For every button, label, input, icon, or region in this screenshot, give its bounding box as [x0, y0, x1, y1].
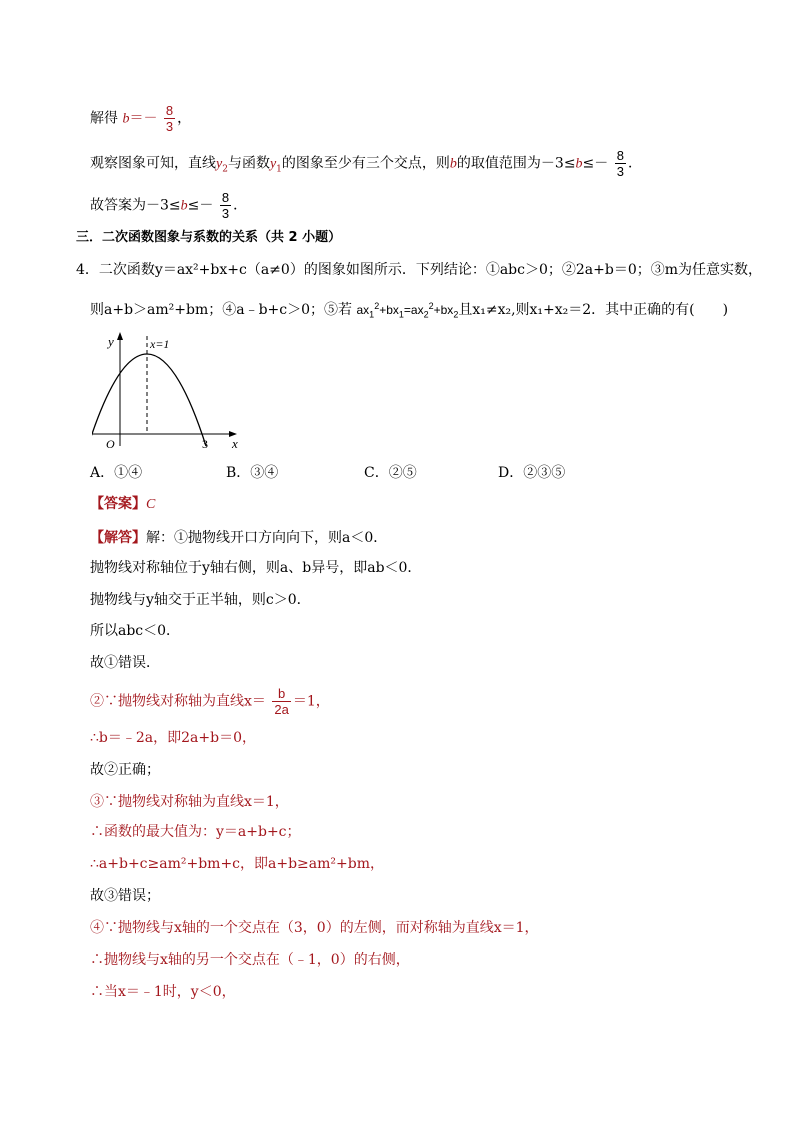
solution-line-9: ③∵抛物线对称轴为直线x＝1，	[90, 794, 289, 810]
y-label: y	[108, 334, 114, 349]
text: ax	[356, 303, 370, 317]
parabola-curve	[92, 354, 206, 446]
text: 的图象至少有三个交点，则	[281, 155, 450, 172]
origin-label: O	[106, 437, 115, 451]
fraction	[220, 190, 231, 221]
text: ②∵抛物线对称轴为直线x＝	[90, 693, 266, 710]
var: b	[575, 156, 583, 172]
solution-line-1	[90, 528, 387, 548]
var: y	[216, 156, 223, 172]
section-title: 三．二次函数图象与系数的关系（共 2 小题）	[76, 230, 342, 245]
fraction	[615, 148, 626, 179]
option-b: B．③④	[226, 465, 279, 481]
solution-line-4: 所以abc＜0．	[90, 623, 181, 639]
option-d: D．②③⑤	[498, 465, 566, 481]
subscript: 1	[276, 164, 282, 175]
solution-line-7: ∴b＝﹣2a，即2a+b＝0，	[90, 730, 256, 746]
text: =ax	[403, 303, 424, 317]
solution-line-5: 故①错误．	[90, 655, 160, 671]
text: 且x₁≠x₂,则x₁+x₂＝2．其中正确的有( )	[458, 302, 729, 318]
text: ，	[177, 110, 192, 127]
solution-line-13: ④∵抛物线与x轴的一个交点在（3，0）的左侧，而对称轴为直线x＝1，	[90, 920, 539, 936]
subscript: 2	[222, 164, 228, 175]
numerator: 8	[616, 148, 624, 163]
var: b	[449, 156, 457, 172]
text: 观察图象可知，直线	[90, 155, 216, 172]
parabola-graph	[92, 328, 252, 453]
text: 的取值范围为－3≤	[456, 155, 576, 172]
solution-line-2: 抛物线对称轴位于y轴右侧，则a、b异号，即ab＜0．	[90, 560, 422, 576]
y-axis-arrow	[117, 332, 123, 340]
text: 与函数	[227, 155, 270, 172]
text-line-solve-b	[90, 103, 191, 134]
text: 故答案为－3≤	[90, 197, 181, 214]
text: +bx	[433, 303, 454, 317]
var: y	[269, 156, 277, 172]
var: b	[180, 198, 188, 214]
text: ≤－	[187, 197, 214, 214]
solution-line-10: ∴函数的最大值为：y＝a+b+c；	[90, 824, 301, 840]
text: ．	[233, 197, 248, 214]
var-b: b	[122, 111, 130, 127]
x-label: x	[232, 436, 238, 451]
denominator: 2a	[274, 702, 289, 717]
fraction	[272, 686, 290, 717]
formula: $ax_1^2+bx_1=ax_2^2+bx_2$	[356, 301, 459, 320]
solution-line-14: ∴抛物线与x轴的另一个交点在（﹣1，0）的右侧，	[90, 952, 410, 968]
root-label: 3	[202, 437, 208, 451]
text: ＝－	[129, 110, 158, 127]
question-line-2	[90, 296, 728, 324]
option-c: C．②⑤	[364, 465, 417, 481]
solution-line-3: 抛物线与y轴交于正半轴，则c＞0．	[90, 592, 311, 608]
question-line-1: 4．二次函数y＝ax²+bx+c（a≠0）的图象如图所示．下列结论：①abc＞0；②2a+b＝0；③m为任意实数，	[76, 262, 762, 278]
text-line-observe	[90, 148, 642, 179]
numerator: b	[272, 686, 290, 702]
answer-tag: 【答案】	[90, 496, 146, 512]
denominator: 3	[221, 206, 230, 221]
text: +bx	[379, 303, 399, 317]
numerator: 8	[221, 190, 230, 205]
text: ．	[627, 155, 642, 172]
symmetry-label: x=1	[150, 337, 170, 351]
denominator: 3	[616, 164, 624, 179]
answer-value: C	[146, 497, 156, 512]
text: 则a+b＞am²+bm；④a﹣b+c＞0；⑤若	[90, 302, 353, 318]
text: 解：①抛物线开口方向向下，则a＜0．	[146, 530, 388, 546]
text: ≤－	[582, 155, 609, 172]
numerator: 8	[165, 103, 174, 118]
option-a: A．①④	[90, 465, 143, 481]
text: 解得	[90, 110, 118, 127]
denominator: 3	[165, 119, 174, 134]
solution-tag: 【解答】	[90, 530, 146, 546]
solution-line-15: ∴当x＝﹣1时，y＜0，	[90, 984, 236, 1000]
solution-line-12: 故③错误；	[90, 888, 160, 904]
text-line-answer	[90, 190, 247, 221]
answer-line	[90, 494, 155, 515]
fraction	[164, 103, 175, 134]
solution-line-8: 故②正确；	[90, 762, 160, 778]
solution-line-6	[90, 686, 330, 717]
text: ＝1，	[292, 693, 330, 710]
solution-line-11: ∴a+b+c≥am²+bm+c，即a+b≥am²+bm，	[90, 856, 384, 872]
